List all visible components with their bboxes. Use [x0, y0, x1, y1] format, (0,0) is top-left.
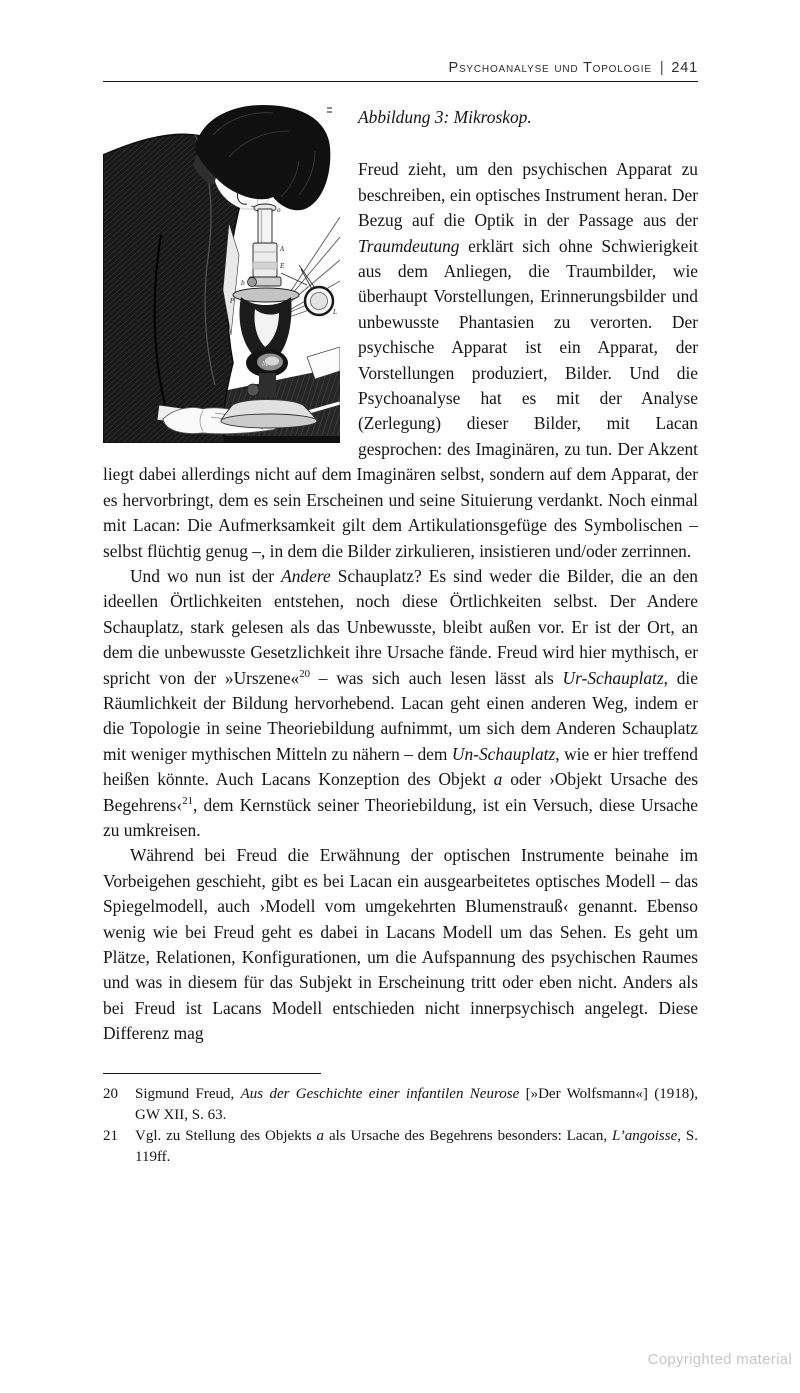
body-text — [103, 105, 698, 1047]
svg-text:A: A — [280, 246, 285, 253]
svg-text:b: b — [241, 280, 245, 287]
running-header — [103, 60, 698, 76]
footnote-separator — [103, 1073, 321, 1074]
svg-text:P: P — [230, 298, 235, 305]
footnotes-section — [103, 1073, 698, 1168]
header-rule — [103, 81, 698, 82]
copyright-watermark: Copyrighted material — [647, 1351, 792, 1368]
svg-text:E: E — [280, 263, 285, 270]
figure-caption: Abbildung 3: Mikroskop. — [358, 107, 532, 127]
svg-text:L: L — [333, 309, 337, 316]
running-header-title: Psychoanalyse und Topologie — [448, 60, 652, 76]
figure-microscope-engraving — [103, 105, 340, 443]
paragraph-3: Während bei Freud die Erwähnung der optischen Instrumente beinahe im Vorbeigehen geschieht, gibt es bei Lacan ein ausgearbeitetes optisches Modell – das Spiegelmodell, auch ›Modell vom umgekehrten Blumenstrauß‹ genannt. Ebenso wenig wie bei Freud geht es dabei in Lacans Modell um das Sehen. Es geht um Plätze, Relationen, Konfigurationen, um die Aufspannung des psychischen Raumes und was in diesem für das Subjekt in Erscheinung tritt oder eben nicht. Anders als bei Freud ist Lacans Modell entschieden nicht innerpsychisch angelegt. Diese Differenz mag — [103, 845, 698, 1044]
paragraph-2: Und wo nun ist der Andere Schauplatz? Es sind weder die Bilder, die an den ideellen Örtlichkeiten entstehen, noch diese Örtlichkeiten selbst. Der Andere Schauplatz, stark gelesen als das Unbewusste, bleibt außen vor. Er ist der Ort, an dem die unbewusste Gesetzlichkeit ihre Ursache fände. Freud wird hier mythisch, er spricht von der »Urszene«$^{20}$ – was sich auch lesen lässt als Ur-Schauplatz, die Räumlichkeit der Bildung hervorhebend. Lacan geht einen anderen Weg, indem er die Topologie in seine Theoriebildung aufnimmt, um sich dem Anderen Schauplatz mit weniger mythischen Mitteln zu nähern – dem Un-Schauplatz, wie er hier treffend heißen könnte. Auch Lacans Konzeption des Objekt a oder ›Objekt Ursache des Begehrens‹$^{21}$, dem Kernstück seiner Theoriebildung, ist ein Versuch, diese Ursache zu umkreisen. — [103, 565, 698, 840]
footnote-number: 21 — [103, 1127, 118, 1144]
footnote-21 — [103, 1126, 698, 1168]
svg-text:M: M — [262, 361, 269, 368]
microscope-engraving-image — [103, 105, 340, 443]
footnote-text: Vgl. zu Stellung des Objekts a als Ursache des Begehrens besonders: Lacan, L’angoisse, S. 119ff. — [135, 1127, 698, 1165]
svg-text:o: o — [277, 207, 281, 214]
book-page — [0, 60, 800, 1168]
footnote-text: Sigmund Freud, Aus der Geschichte einer infantilen Neurose [»Der Wolfsmann«] (1918), GW XII, S. 63. — [135, 1085, 698, 1123]
paragraph-1: Freud zieht, um den psychischen Apparat zu beschreiben, ein optisches Instrument heran. Der Bezug auf die Optik in der Passage aus der Traumdeutung erklärt sich ohne Schwierigkeit aus dem Anliegen, die Traumbilder, wie überhaupt Vorstellungen, Erinnerungsbilder und unbewusste Phantasien zu verorten. Der psychische Apparat ist ein Apparat, der Vorstellungen produziert, Bilder. Und die Psychoanalyse hat es mit der Analyse (Zerlegung) dieser Bilder, mit Lacan gesprochen: des Imaginären, zu tun. Der Akzent liegt dabei allerdings nicht auf dem Imaginären selbst, sondern auf dem Apparat, der es hervorbringt, dem es sein Erscheinen und seine Situierung verdankt. Noch einmal mit Lacan: Die Aufmerksamkeit gilt dem Artikulationsgefüge des Symbolischen – selbst flüchtig genug –, in dem die Bilder zirkulieren, insistieren und/oder zerrinnen. — [103, 159, 698, 561]
footnote-20 — [103, 1084, 698, 1126]
footnote-number: 20 — [103, 1085, 118, 1102]
header-divider: | — [659, 60, 665, 76]
page-number: 241 — [671, 60, 698, 76]
